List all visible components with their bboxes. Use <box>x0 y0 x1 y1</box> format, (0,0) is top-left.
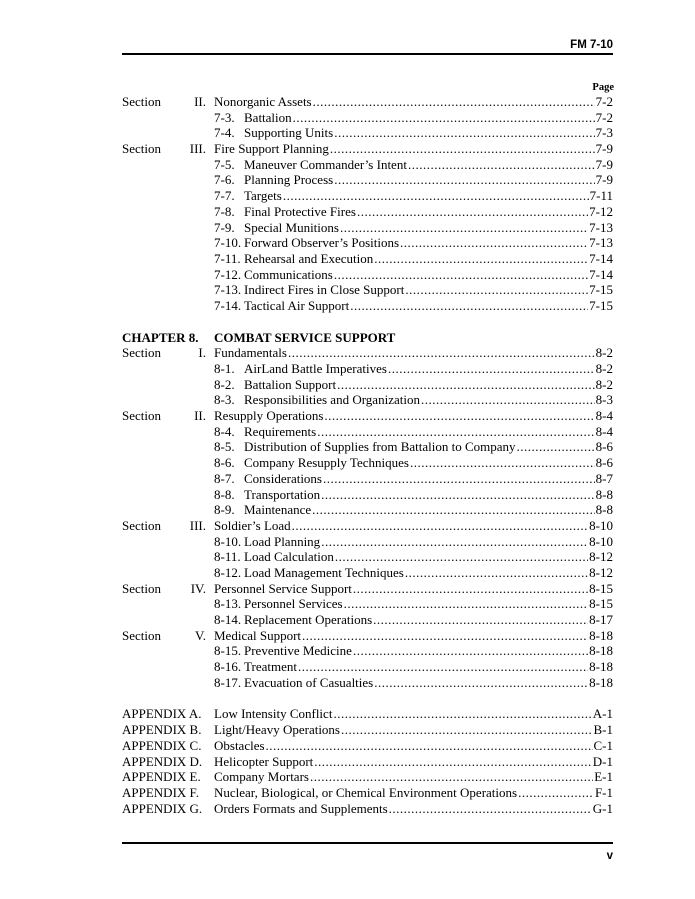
toc-item-row <box>122 251 613 267</box>
toc-entry <box>214 235 613 251</box>
toc-entry <box>214 534 613 550</box>
page-ref: 7-13 <box>589 219 613 235</box>
toc-item-row <box>122 361 613 377</box>
item-number: 7-12. <box>214 266 242 282</box>
toc-entry <box>214 455 613 471</box>
entry-title: Rehearsal and Execution <box>244 250 374 266</box>
dot-leader <box>283 188 589 204</box>
page-ref: 7-9 <box>595 141 613 157</box>
page-ref: C-1 <box>593 737 613 753</box>
item-number: 7-7. <box>214 188 235 204</box>
toc-item-row <box>122 220 613 236</box>
toc-section-row <box>122 628 613 644</box>
toc-entry <box>214 282 613 298</box>
entry-title: Maintenance <box>244 502 312 518</box>
document-id: FM 7-10 <box>570 39 613 51</box>
page-ref: 8-8 <box>595 486 613 502</box>
item-number: 8-5. <box>214 439 235 455</box>
toc-entry <box>214 643 613 659</box>
dot-leader <box>388 361 595 377</box>
dot-leader <box>324 408 594 424</box>
dot-leader <box>389 801 592 817</box>
page-ref: E-1 <box>594 769 613 785</box>
toc-item-row <box>122 612 613 628</box>
entry-title: Medical Support <box>214 627 302 643</box>
page-ref: 8-8 <box>595 502 613 518</box>
toc-entry <box>214 204 613 220</box>
entry-title: Communications <box>244 266 333 282</box>
toc-entry <box>214 502 613 518</box>
page-ref: 8-4 <box>595 408 613 424</box>
toc-entry <box>214 392 613 408</box>
item-number: 8-13. <box>214 596 242 612</box>
section-label: Section <box>122 517 161 533</box>
entry-title: Battalion <box>244 109 292 125</box>
toc-item-row <box>122 549 613 565</box>
dot-leader <box>334 267 588 283</box>
chapter-title: COMBAT SERVICE SUPPORT <box>214 329 396 345</box>
toc-item-row <box>122 502 613 518</box>
toc-item-row <box>122 298 613 314</box>
page-ref: 7-2 <box>595 109 613 125</box>
item-number: 8-11. <box>214 549 241 565</box>
toc-entry <box>214 738 613 754</box>
page-ref: 7-15 <box>589 282 613 298</box>
toc-entry <box>214 518 613 534</box>
toc-item-row <box>122 471 613 487</box>
page-ref: 7-15 <box>589 297 613 313</box>
entry-title: Planning Process <box>244 172 334 188</box>
dot-leader <box>302 628 588 644</box>
page-ref: 8-18 <box>589 659 613 675</box>
dot-leader <box>353 643 588 659</box>
item-number: 8-15. <box>214 643 242 659</box>
dot-leader <box>310 769 593 785</box>
toc-entry <box>214 769 613 785</box>
toc-entry <box>214 424 613 440</box>
toc-entry <box>214 549 613 565</box>
entry-title: Requirements <box>244 423 317 439</box>
page-ref: 8-2 <box>595 361 613 376</box>
toc-appendix-row <box>122 738 613 754</box>
dot-leader <box>344 596 589 612</box>
entry-title: Orders Formats and Supplements <box>214 800 388 816</box>
appendix-label: APPENDIX C. <box>122 737 202 753</box>
item-number: 8-6. <box>214 455 235 471</box>
dot-leader <box>350 298 588 314</box>
toc-entry <box>214 408 613 424</box>
item-number: 8-14. <box>214 612 242 627</box>
toc-entry <box>214 659 613 675</box>
dot-leader <box>335 549 588 565</box>
toc-entry <box>214 471 613 487</box>
item-number: 7-14. <box>214 297 242 313</box>
section-label: Section <box>122 94 161 109</box>
entry-title: Resupply Operations <box>214 408 324 424</box>
page-ref: 8-18 <box>589 643 613 659</box>
dot-leader <box>357 204 588 220</box>
entry-title: Obstacles <box>214 737 265 753</box>
spacer <box>122 690 613 706</box>
section-label: Section <box>122 627 161 643</box>
item-number: 7-13. <box>214 282 242 298</box>
toc-entry <box>214 439 613 455</box>
toc-item-row <box>122 235 613 251</box>
page-ref: D-1 <box>592 753 613 769</box>
appendix-label: APPENDIX F. <box>122 784 199 800</box>
dot-leader <box>374 675 588 691</box>
dot-leader <box>373 612 588 628</box>
entry-title: Low Intensity Conflict <box>214 706 333 722</box>
toc-item-row <box>122 643 613 659</box>
toc-entry <box>214 94 613 110</box>
appendix-label: APPENDIX G. <box>122 800 203 816</box>
entry-title: Nonorganic Assets <box>214 94 312 109</box>
page-ref: 8-6 <box>595 439 613 455</box>
dot-leader <box>340 220 588 236</box>
dot-leader <box>374 251 588 267</box>
entry-title: Considerations <box>244 470 322 486</box>
toc-entry <box>214 172 613 188</box>
page-ref: 7-2 <box>595 94 613 109</box>
toc-entry <box>214 361 613 377</box>
item-number: 8-10. <box>214 533 242 549</box>
toc-entry <box>214 628 613 644</box>
item-number: 7-11. <box>214 250 241 266</box>
page-ref: 7-3 <box>595 125 613 141</box>
page-ref: 7-14 <box>589 250 613 266</box>
toc-section-row <box>122 408 613 424</box>
dot-leader <box>353 581 588 597</box>
page-ref: 8-12 <box>589 564 613 580</box>
toc-entry <box>214 141 613 157</box>
item-number: 8-1. <box>214 361 235 376</box>
section-label: Section <box>122 141 161 157</box>
toc-item-row <box>122 392 613 408</box>
page-ref: G-1 <box>592 800 613 816</box>
appendix-label: APPENDIX B. <box>122 722 202 738</box>
item-number: 8-17. <box>214 674 242 690</box>
page-ref: 8-3 <box>595 392 613 408</box>
toc-appendix-row <box>122 769 613 785</box>
dot-leader <box>421 392 595 408</box>
item-number: 8-9. <box>214 502 235 518</box>
dot-leader <box>333 706 591 722</box>
entry-title: Transportation <box>244 486 321 502</box>
toc-entry <box>214 188 613 204</box>
page-ref: 8-18 <box>589 674 613 690</box>
dot-leader <box>313 94 595 110</box>
toc-item-row <box>122 157 613 173</box>
item-number: 7-8. <box>214 203 235 219</box>
page-ref: B-1 <box>593 722 613 738</box>
entry-title: Soldier’s Load <box>214 517 291 533</box>
dot-leader <box>317 424 594 440</box>
toc-appendix-row <box>122 801 613 817</box>
chapter-8-entries <box>122 345 613 690</box>
toc-item-row <box>122 455 613 471</box>
toc-entry <box>214 110 613 126</box>
entry-title: Load Calculation <box>244 549 334 565</box>
dot-leader <box>517 439 595 455</box>
item-number: 8-7. <box>214 470 235 486</box>
toc-entry <box>214 754 613 770</box>
dot-leader <box>312 502 595 518</box>
table-of-contents <box>122 94 613 816</box>
toc-item-row <box>122 267 613 283</box>
dot-leader <box>298 659 588 675</box>
item-number: 7-10. <box>214 235 242 251</box>
entry-title: Personnel Services <box>244 596 343 612</box>
toc-entry <box>214 675 613 691</box>
page-number: v <box>606 850 613 862</box>
toc-entry <box>214 612 613 628</box>
section-label: Section <box>122 408 161 424</box>
item-number: 7-4. <box>214 125 235 141</box>
dot-leader <box>405 282 588 298</box>
dot-leader <box>293 110 595 126</box>
section-roman: I. <box>198 345 206 361</box>
toc-item-row <box>122 282 613 298</box>
chapter-label: CHAPTER 8. <box>122 329 199 345</box>
toc-entry <box>214 487 613 503</box>
toc-item-row <box>122 439 613 455</box>
entry-title: Helicopter Support <box>214 753 314 769</box>
toc-appendix-row <box>122 754 613 770</box>
toc-entry <box>214 801 613 817</box>
toc-entry <box>214 251 613 267</box>
entry-title: Company Mortars <box>214 769 309 785</box>
toc-item-row <box>122 565 613 581</box>
section-roman: IV. <box>190 580 206 596</box>
page-ref: 8-10 <box>589 517 613 533</box>
item-number: 7-5. <box>214 156 235 172</box>
dot-leader <box>334 172 594 188</box>
toc-item-row <box>122 204 613 220</box>
page-ref: 7-9 <box>595 156 613 172</box>
toc-entry <box>214 706 613 722</box>
dot-leader <box>292 518 588 534</box>
toc-entry <box>214 785 613 801</box>
entry-title: Maneuver Commander’s Intent <box>244 156 407 172</box>
entry-title: Treatment <box>244 659 297 675</box>
page-ref: 8-2 <box>595 376 613 392</box>
item-number: 8-16. <box>214 659 242 675</box>
page-ref: 7-11 <box>589 188 613 204</box>
footer-rule <box>122 842 613 844</box>
section-roman: II. <box>194 94 206 109</box>
page-ref: 8-12 <box>589 549 613 565</box>
toc-entry <box>214 596 613 612</box>
item-number: 8-8. <box>214 486 235 502</box>
page-ref: 8-18 <box>589 627 613 643</box>
section-label: Section <box>122 345 161 361</box>
toc-item-row <box>122 596 613 612</box>
dot-leader <box>400 235 588 251</box>
entry-title: Tactical Air Support <box>244 297 350 313</box>
section-roman: III. <box>189 517 206 533</box>
toc-entry <box>214 345 613 361</box>
chapter-8-heading <box>122 330 613 346</box>
section-roman: III. <box>189 141 206 157</box>
toc-entry <box>214 581 613 597</box>
dot-leader <box>321 534 588 550</box>
page-ref: 8-15 <box>589 596 613 612</box>
section-roman: II. <box>194 408 206 424</box>
page-ref: F-1 <box>594 784 613 800</box>
dot-leader <box>341 722 593 738</box>
item-number: 8-12. <box>214 564 242 580</box>
entry-title: Light/Heavy Operations <box>214 722 340 738</box>
section-roman: V. <box>195 627 206 643</box>
appendix-label: APPENDIX A. <box>122 706 202 722</box>
entry-title: Load Management Techniques <box>244 564 404 580</box>
page-ref: 8-17 <box>589 612 613 627</box>
toc-entry <box>214 267 613 283</box>
page-column-label: Page <box>592 82 614 93</box>
toc-item-row <box>122 125 613 141</box>
header-rule <box>122 53 613 55</box>
item-number: 8-4. <box>214 423 235 439</box>
toc-entry <box>214 220 613 236</box>
page-ref: 7-12 <box>589 203 613 219</box>
toc-section-row <box>122 518 613 534</box>
dot-leader <box>410 455 595 471</box>
toc-entry <box>214 298 613 314</box>
page-ref: 8-10 <box>589 533 613 549</box>
dot-leader <box>314 754 591 770</box>
page-ref: 8-4 <box>595 423 613 439</box>
item-number: 8-2. <box>214 376 235 392</box>
dot-leader <box>408 157 595 173</box>
dot-leader <box>518 785 594 801</box>
toc-section-row <box>122 581 613 597</box>
section-label: Section <box>122 580 161 596</box>
page-ref: 7-14 <box>589 266 613 282</box>
entry-title: Evacuation of Casualties <box>244 674 374 690</box>
toc-appendix-row <box>122 785 613 801</box>
toc-item-row <box>122 188 613 204</box>
page-ref: 8-15 <box>589 580 613 596</box>
entry-title: Load Planning <box>244 533 321 549</box>
chapter-7-entries <box>122 94 613 314</box>
dot-leader <box>288 345 595 361</box>
appendix-entries <box>122 706 613 816</box>
page-ref: A-1 <box>592 706 613 722</box>
dot-leader <box>405 565 588 581</box>
entry-title: Distribution of Supplies from Battalion to Company <box>244 439 516 455</box>
entry-title: Supporting Units <box>244 125 334 141</box>
toc-section-row <box>122 94 613 110</box>
entry-title: Fire Support Planning <box>214 141 329 157</box>
entry-title: Preventive Medicine <box>244 643 352 659</box>
entry-title: Forward Observer’s Positions <box>244 235 400 251</box>
toc-entry <box>214 565 613 581</box>
dot-leader <box>330 141 595 157</box>
entry-title: AirLand Battle Imperatives <box>244 361 387 376</box>
entry-title: Responsibilities and Organization <box>244 392 420 408</box>
toc-section-row <box>122 141 613 157</box>
toc-item-row <box>122 659 613 675</box>
dot-leader <box>321 487 595 503</box>
entry-title: Targets <box>244 188 282 204</box>
toc-item-row <box>122 675 613 691</box>
toc-entry <box>214 125 613 141</box>
dot-leader <box>334 125 594 141</box>
entry-title: Final Protective Fires <box>244 203 356 219</box>
item-number: 7-3. <box>214 109 235 125</box>
item-number: 7-6. <box>214 172 235 188</box>
entry-title: Nuclear, Biological, or Chemical Environment Operations <box>214 784 518 800</box>
toc-item-row <box>122 172 613 188</box>
toc-entry <box>214 157 613 173</box>
entry-title: Fundamentals <box>214 345 287 361</box>
appendix-label: APPENDIX E. <box>122 769 201 785</box>
entry-title: Replacement Operations <box>244 612 373 627</box>
toc-section-row <box>122 345 613 361</box>
entry-title: Battalion Support <box>244 376 337 392</box>
toc-entry <box>214 722 613 738</box>
page-ref: 7-13 <box>589 235 613 251</box>
dot-leader <box>323 471 595 487</box>
item-number: 7-9. <box>214 219 235 235</box>
appendix-label: APPENDIX D. <box>122 753 203 769</box>
toc-entry <box>214 377 613 393</box>
toc-item-row <box>122 377 613 393</box>
entry-title: Personnel Service Support <box>214 580 352 596</box>
entry-title: Indirect Fires in Close Support <box>244 282 405 298</box>
toc-item-row <box>122 110 613 126</box>
page-ref: 8-7 <box>595 470 613 486</box>
item-number: 8-3. <box>214 392 235 408</box>
toc-appendix-row <box>122 706 613 722</box>
page-ref: 8-2 <box>595 345 613 361</box>
toc-item-row <box>122 534 613 550</box>
page-ref: 8-6 <box>595 455 613 471</box>
toc-item-row <box>122 424 613 440</box>
dot-leader <box>337 377 595 393</box>
entry-title: Company Resupply Techniques <box>244 455 409 471</box>
page-ref: 7-9 <box>595 172 613 188</box>
toc-item-row <box>122 487 613 503</box>
spacer <box>122 314 613 330</box>
dot-leader <box>266 738 593 754</box>
toc-appendix-row <box>122 722 613 738</box>
entry-title: Special Munitions <box>244 219 339 235</box>
